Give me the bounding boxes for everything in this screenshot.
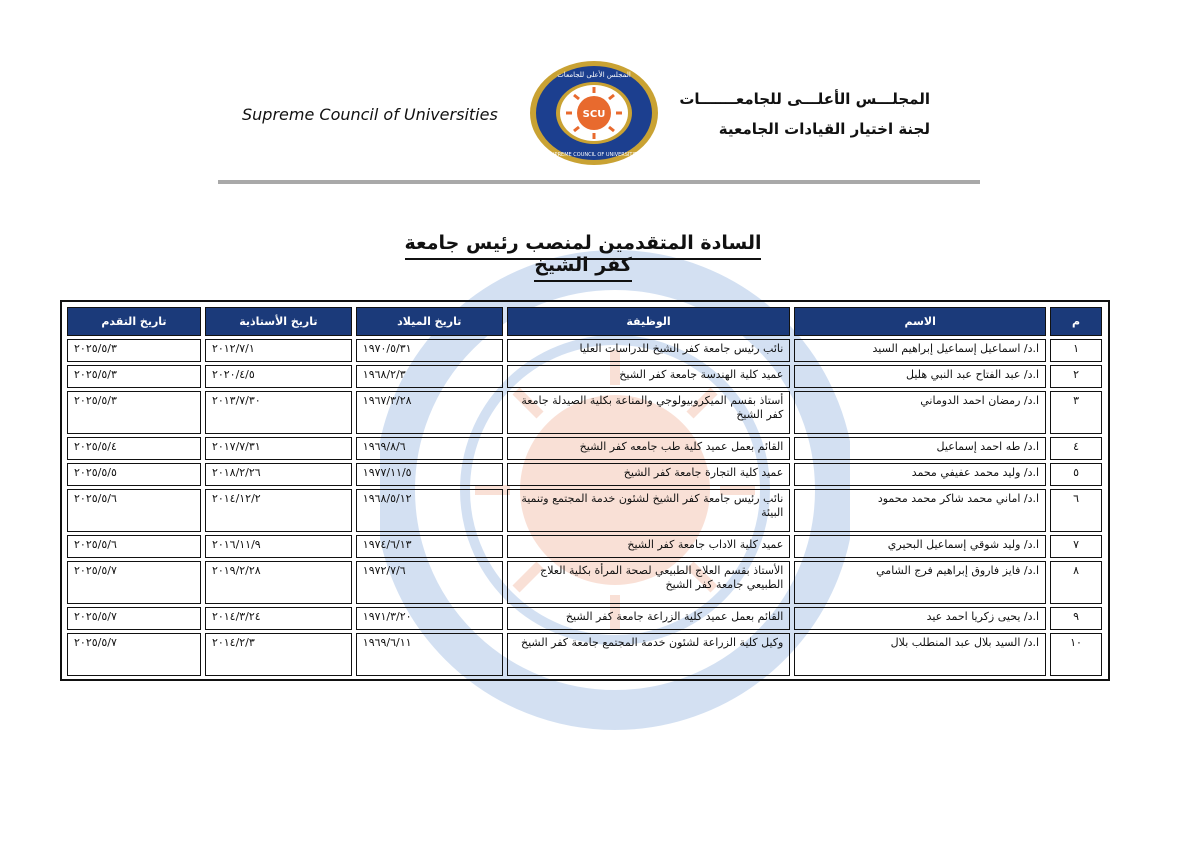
col-header-professorship-date: تاريخ الأستاذية [205, 307, 352, 336]
row-number: ٥ [1050, 463, 1102, 486]
applicant-position: نائب رئيس جامعة كفر الشيخ لشئون خدمة المجتمع وتنمية البيئة [507, 489, 791, 532]
professorship-date: ٢٠١٧/٧/٣١ [205, 437, 352, 460]
birth-date: ١٩٧١/٣/٢٠ [356, 607, 503, 630]
col-header-application-date: تاريخ التقدم [67, 307, 201, 336]
application-date: ٢٠٢٥/٥/٧ [67, 633, 201, 676]
birth-date: ١٩٧٠/٥/٣١ [356, 339, 503, 362]
row-number: ٣ [1050, 391, 1102, 434]
applicants-table [63, 304, 1106, 679]
table-row [67, 489, 1102, 532]
professorship-date: ٢٠١٨/٢/٢٦ [205, 463, 352, 486]
col-header-birth-date: تاريخ الميلاد [356, 307, 503, 336]
row-number: ٢ [1050, 365, 1102, 388]
birth-date: ١٩٦٩/٨/٦ [356, 437, 503, 460]
row-number: ٧ [1050, 535, 1102, 558]
application-date: ٢٠٢٥/٥/٧ [67, 607, 201, 630]
professorship-date: ٢٠١٦/١١/٩ [205, 535, 352, 558]
applicant-name: ا.د/ رمضان احمد الدوماني [794, 391, 1046, 434]
professorship-date: ٢٠٢٠/٤/٥ [205, 365, 352, 388]
professorship-date: ٢٠١٣/٧/٣٠ [205, 391, 352, 434]
applicant-position: القائم بعمل عميد كلية طب جامعه كفر الشيخ [507, 437, 791, 460]
applicant-name: ا.د/ عبد الفتاح عبد النبي هليل [794, 365, 1046, 388]
professorship-date: ٢٠١٤/٢/٣ [205, 633, 352, 676]
col-header-position: الوظيفة [507, 307, 791, 336]
table-row [67, 437, 1102, 460]
table-row [67, 339, 1102, 362]
application-date: ٢٠٢٥/٥/٣ [67, 391, 201, 434]
applicant-position: القائم بعمل عميد كلية الزراعة جامعة كفر الشيخ [507, 607, 791, 630]
table-row [67, 391, 1102, 434]
birth-date: ١٩٧٧/١١/٥ [356, 463, 503, 486]
application-date: ٢٠٢٥/٥/٥ [67, 463, 201, 486]
applicant-position: عميد كلية الاداب جامعة كفر الشيخ [507, 535, 791, 558]
row-number: ١ [1050, 339, 1102, 362]
table-row [67, 463, 1102, 486]
logo-center-text: SCU [582, 109, 606, 120]
applicant-name: ا.د/ طه احمد إسماعيل [794, 437, 1046, 460]
application-date: ٢٠٢٥/٥/٤ [67, 437, 201, 460]
table-row [67, 561, 1102, 604]
council-name-ar: المجلـــس الأعلـــى للجامعـــــــات [679, 90, 930, 108]
professorship-date: ٢٠١٤/٣/٢٤ [205, 607, 352, 630]
professorship-date: ٢٠١٩/٢/٢٨ [205, 561, 352, 604]
applicant-position: أستاذ بقسم الميكروبيولوجي والمناعة بكلية الصيدلة جامعة كفر الشيخ [507, 391, 791, 434]
table-row [67, 535, 1102, 558]
logo-ring-english: SUPREME COUNCIL OF UNIVERSITIES [547, 152, 641, 158]
col-header-number: م [1050, 307, 1102, 336]
row-number: ١٠ [1050, 633, 1102, 676]
page-title: السادة المتقدمين لمنصب رئيس جامعة كفر الشيخ [400, 232, 766, 276]
applicant-position: وكيل كلية الزراعة لشئون خدمة المجتمع جامعة كفر الشيخ [507, 633, 791, 676]
applicant-name: ا.د/ اسماعيل إسماعيل إبراهيم السيد [794, 339, 1046, 362]
row-number: ٦ [1050, 489, 1102, 532]
application-date: ٢٠٢٥/٥/٣ [67, 339, 201, 362]
professorship-date: ٢٠١٤/١٢/٢ [205, 489, 352, 532]
application-date: ٢٠٢٥/٥/٦ [67, 535, 201, 558]
row-number: ٨ [1050, 561, 1102, 604]
birth-date: ١٩٦٩/٦/١١ [356, 633, 503, 676]
professorship-date: ٢٠١٢/٧/١ [205, 339, 352, 362]
applicant-position: عميد كلية التجارة جامعة كفر الشيخ [507, 463, 791, 486]
english-org-name: Supreme Council of Universities [242, 105, 498, 124]
application-date: ٢٠٢٥/٥/٧ [67, 561, 201, 604]
application-date: ٢٠٢٥/٥/٣ [67, 365, 201, 388]
scu-logo [525, 58, 663, 168]
table-header-row [67, 307, 1102, 336]
birth-date: ١٩٧٤/٦/١٣ [356, 535, 503, 558]
applicant-name: ا.د/ السيد بلال عبد المنطلب بلال [794, 633, 1046, 676]
logo-ring-arabic: المجلس الأعلى للجامعات [557, 71, 631, 79]
applicant-name: ا.د/ يحيى زكريا احمد عيد [794, 607, 1046, 630]
applicant-position: الأستاذ بقسم العلاج الطبيعي لصحة المرأة بكلية العلاج الطبيعي جامعة كفر الشيخ [507, 561, 791, 604]
table-row [67, 607, 1102, 630]
birth-date: ١٩٧٢/٧/٦ [356, 561, 503, 604]
arabic-header [679, 90, 930, 138]
application-date: ٢٠٢٥/٥/٦ [67, 489, 201, 532]
row-number: ٤ [1050, 437, 1102, 460]
applicant-name: ا.د/ وليد محمد عفيفي محمد [794, 463, 1046, 486]
table-row [67, 633, 1102, 676]
applicant-name: ا.د/ وليد شوقي إسماعيل البحيري [794, 535, 1046, 558]
col-header-name: الاسم [794, 307, 1046, 336]
birth-date: ١٩٦٨/٢/٣ [356, 365, 503, 388]
applicant-name: ا.د/ اماني محمد شاكر محمد محمود [794, 489, 1046, 532]
row-number: ٩ [1050, 607, 1102, 630]
applicant-name: ا.د/ فايز فاروق إبراهيم فرج الشامي [794, 561, 1046, 604]
applicant-position: عميد كلية الهندسة جامعة كفر الشيخ [507, 365, 791, 388]
birth-date: ١٩٦٨/٥/١٢ [356, 489, 503, 532]
applicant-position: نائب رئيس جامعة كفر الشيخ للدراسات العليا [507, 339, 791, 362]
table-row [67, 365, 1102, 388]
birth-date: ١٩٦٧/٣/٢٨ [356, 391, 503, 434]
committee-name-ar: لجنة اختيار القيادات الجامعية [718, 120, 930, 138]
header-divider [218, 180, 980, 184]
